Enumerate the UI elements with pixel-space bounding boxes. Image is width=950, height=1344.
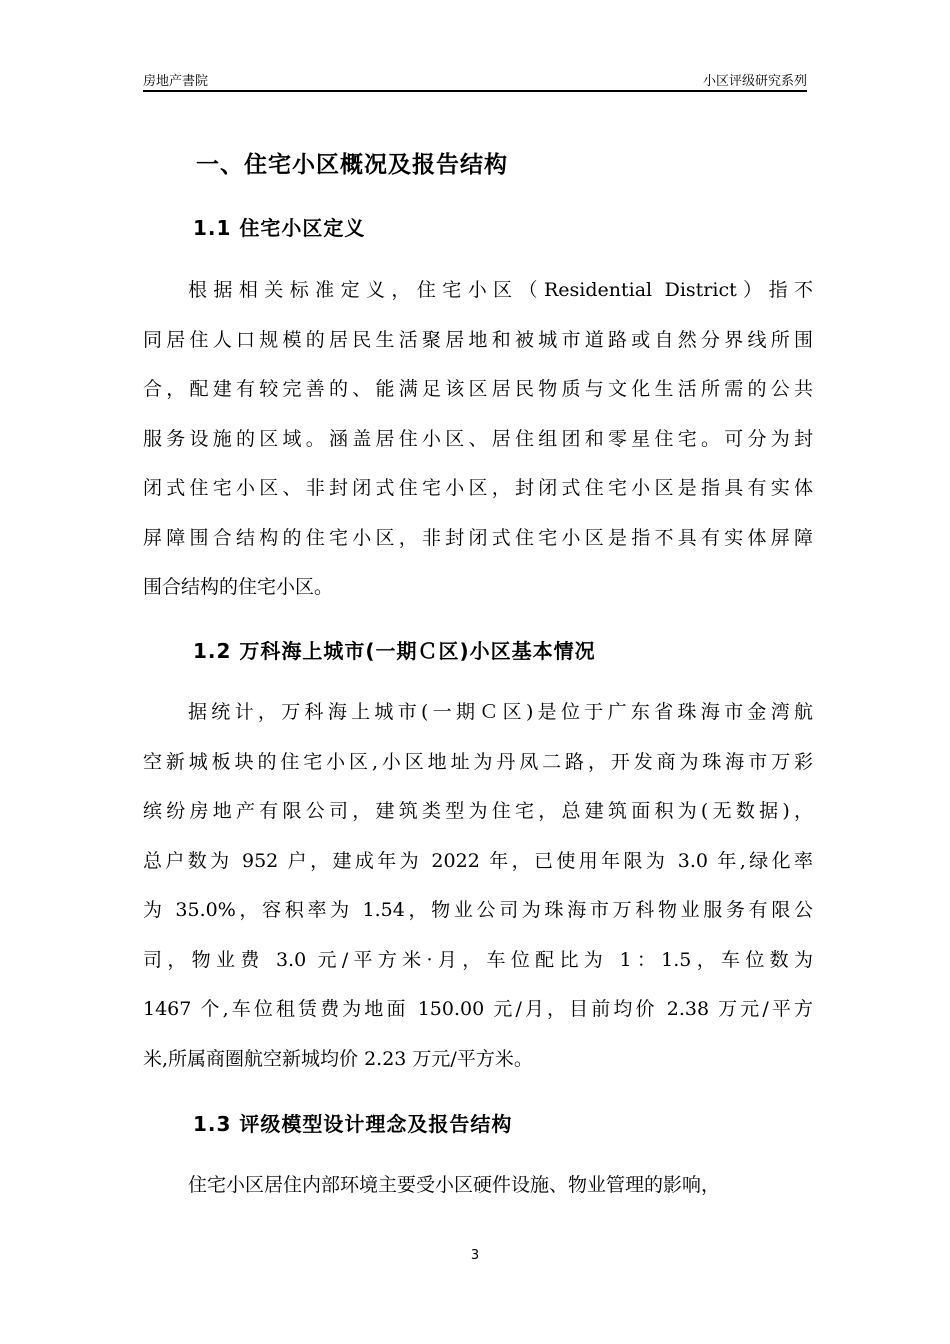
text-line: 住宅小区居住内部环境主要受小区硬件设施、物业管理的影响， [188,1174,721,1196]
text-line: 屏障围合结构的住宅小区，非封闭式住宅小区是指不具有实体屏障 [143,526,813,549]
page-header [143,68,807,92]
heading-1-2: 1.2 万科海上城市(一期Ｃ区)小区基本情况 [193,639,596,663]
header-publisher: 房地产書院 [143,74,209,89]
text-line: 米,所属商圈航空新城均价 2.23 万元/平方米。 [143,1047,533,1070]
paragraph-1-1 [143,275,813,622]
text-line: 司，物业费 3.0 元/平方米·月，车位配比为 1：1.5，车位数为 [143,948,813,971]
text-line: 1467 个,车位租赁费为地面 150.00 元/月，目前均价 2.38 万元/平方 [143,998,813,1020]
text-line: 服务设施的区域。涵盖居住小区、居住组团和零星住宅。可分为封 [143,427,813,450]
text-line: 同居住人口规模的居民生活聚居地和被城市道路或自然分界线所围 [143,328,813,351]
text-line: 根据相关标准定义，住宅小区（Residential District）指不 [188,279,813,301]
text-line: 空新城板块的住宅小区,小区地址为丹凤二路，开发商为珠海市万彩 [143,750,813,773]
heading-1-3: 1.3 评级模型设计理念及报告结构 [193,1112,513,1136]
text-line: 围合结构的住宅小区。 [143,576,334,598]
heading-1-1: 1.1 住宅小区定义 [193,216,366,240]
text-line: 闭式住宅小区、非封闭式住宅小区，封闭式住宅小区是指具有实体 [143,477,813,499]
paragraph-1-2 [143,697,813,1093]
text-line: 据统计，万科海上城市(一期Ｃ区)是位于广东省珠海市金湾航 [188,701,813,723]
text-line: 缤纷房地产有限公司，建筑类型为住宅，总建筑面积为(无数据)， [143,800,813,822]
text-line: 总户数为 952 户，建成年为 2022 年，已使用年限为 3.0 年,绿化率 [143,849,813,872]
section-title: 一、住宅小区概况及报告结构 [196,152,508,178]
text-line: 为 35.0%，容积率为 1.54，物业公司为珠海市万科物业服务有限公 [143,899,813,921]
text-line: 合，配建有较完善的、能满足该区居民物质与文化生活所需的公共 [143,378,813,400]
paragraph-1-3 [143,1170,813,1220]
page-number: 3 [470,1248,480,1263]
header-series-title: 小区评级研究系列 [702,74,807,89]
